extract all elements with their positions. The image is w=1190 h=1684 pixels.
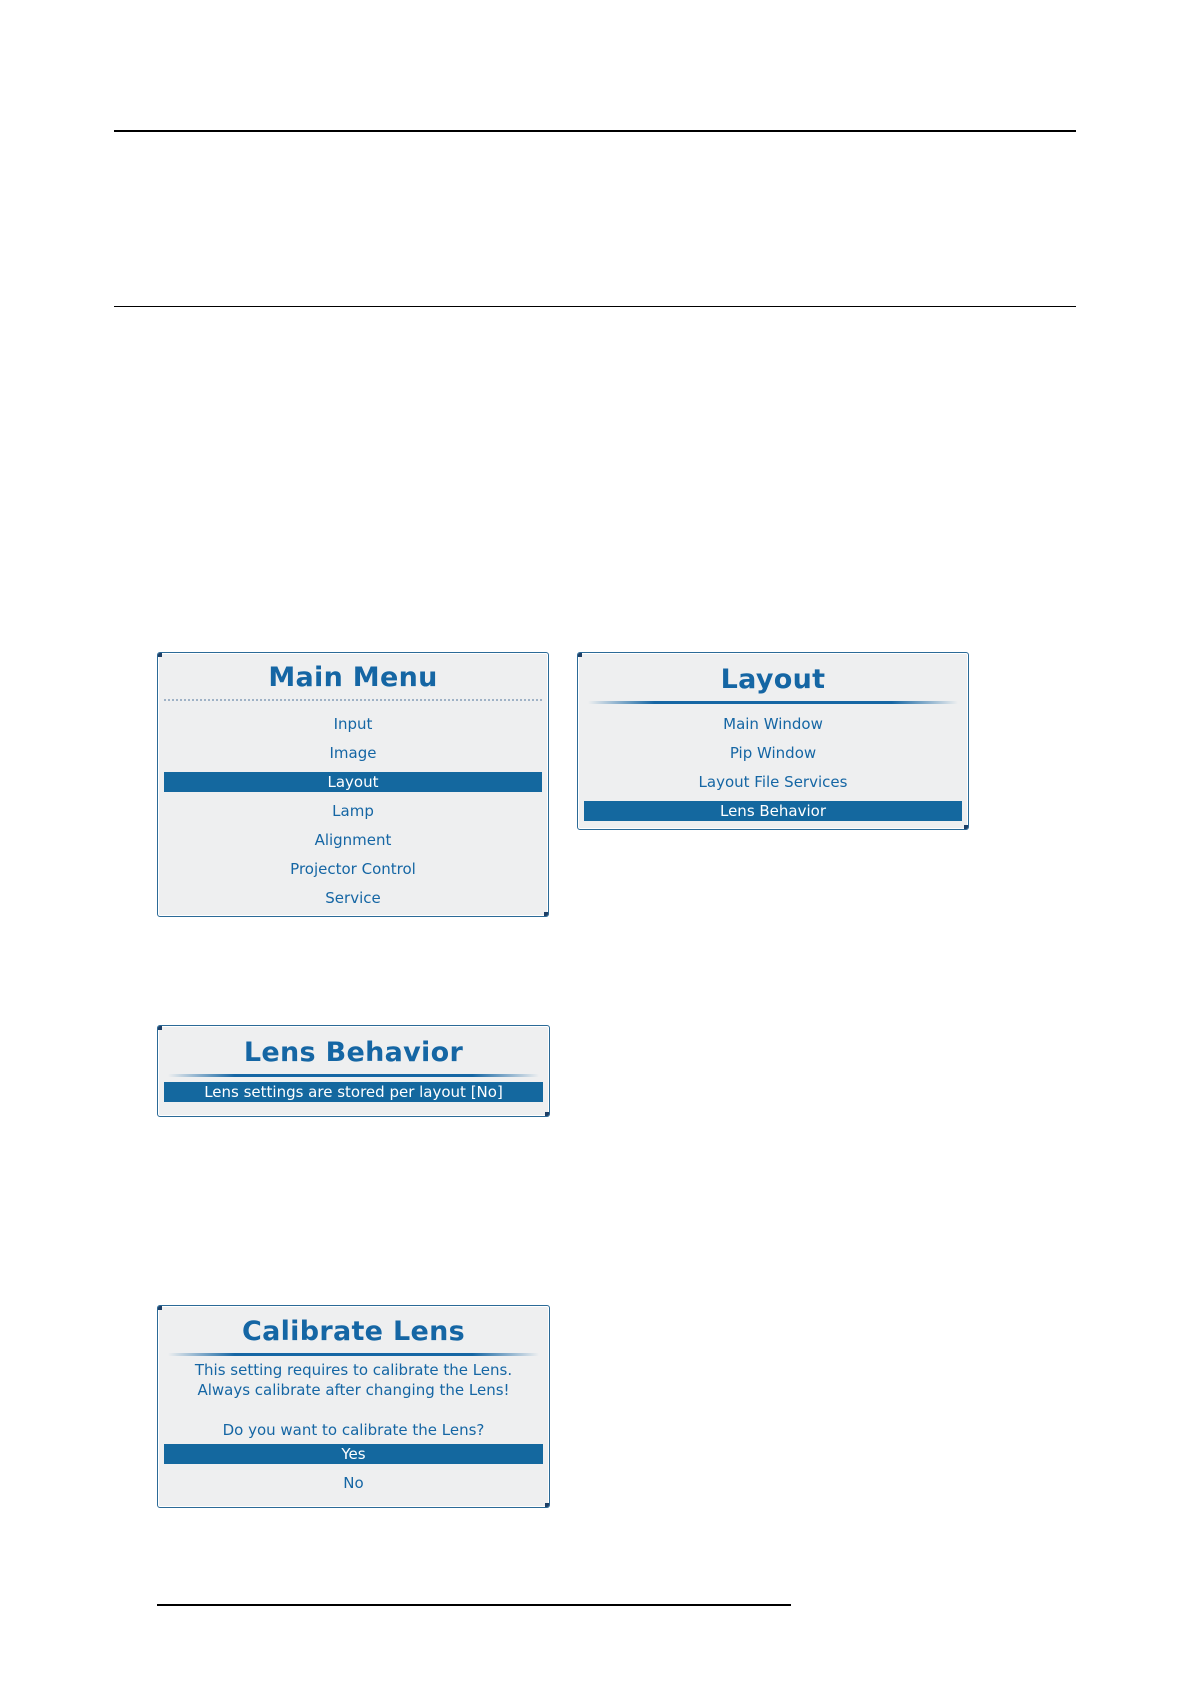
main-menu-item-alignment[interactable]: Alignment <box>314 831 392 849</box>
main-menu-item-projector-control[interactable]: Projector Control <box>290 860 416 878</box>
layout-menu-item-main-window[interactable]: Main Window <box>723 715 823 733</box>
main-menu-item-image[interactable]: Image <box>329 744 377 762</box>
layout-menu-divider <box>588 701 958 704</box>
lens-behavior-panel <box>157 1025 550 1117</box>
layout-menu-item-pip-window[interactable]: Pip Window <box>729 744 817 762</box>
main-menu-divider <box>164 699 542 701</box>
footer-rule <box>157 1604 791 1606</box>
calibrate-lens-message-1: This setting requires to calibrate the Lens. <box>194 1361 513 1379</box>
lens-behavior-setting[interactable]: Lens settings are stored per layout [No] <box>164 1082 543 1102</box>
calibrate-lens-yes-option[interactable]: Yes <box>164 1444 543 1464</box>
main-menu-title: Main Menu <box>268 662 438 693</box>
header-rule-bottom <box>114 306 1076 307</box>
main-menu-item-lamp[interactable]: Lamp <box>332 802 374 820</box>
main-menu-item-input[interactable]: Input <box>333 715 373 733</box>
main-menu-panel <box>157 652 549 917</box>
lens-behavior-divider <box>168 1074 539 1077</box>
calibrate-lens-title: Calibrate Lens <box>241 1316 466 1347</box>
layout-menu-item-layout-file-services[interactable]: Layout File Services <box>698 773 848 791</box>
main-menu-item-layout[interactable]: Layout <box>164 772 542 792</box>
calibrate-lens-question: Do you want to calibrate the Lens? <box>222 1421 485 1439</box>
calibrate-lens-panel <box>157 1305 550 1508</box>
layout-menu-panel <box>577 652 969 830</box>
layout-menu-title: Layout <box>720 664 826 695</box>
calibrate-lens-divider <box>168 1353 539 1356</box>
layout-menu-item-lens-behavior[interactable]: Lens Behavior <box>584 801 962 821</box>
calibrate-lens-message-2: Always calibrate after changing the Lens! <box>197 1381 510 1399</box>
header-rule-top <box>114 130 1076 132</box>
main-menu-item-service[interactable]: Service <box>325 889 381 907</box>
lens-behavior-title: Lens Behavior <box>243 1037 464 1068</box>
calibrate-lens-no-option[interactable]: No <box>343 1474 364 1492</box>
